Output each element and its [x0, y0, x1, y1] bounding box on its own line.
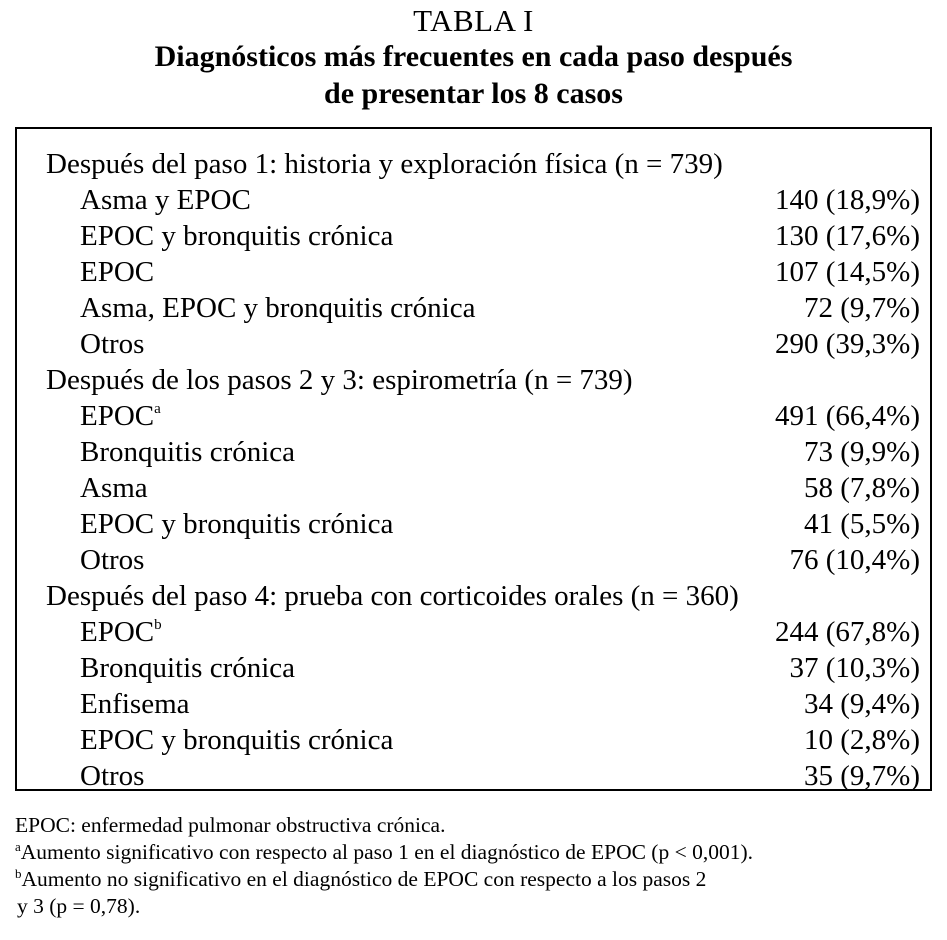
diagnosis-label [80, 254, 154, 290]
table-row [17, 398, 930, 434]
diagnosis-label [80, 758, 144, 794]
table-row [17, 218, 930, 254]
table-label: TABLA I [413, 3, 534, 38]
footnote-b-text-line1: Aumento no significativo en el diagnóstico de EPOC con respecto a los pasos 2 [21, 867, 707, 891]
diagnosis-count: 491 (66,4%) [775, 400, 920, 432]
table-caption-line1: Diagnósticos más frecuentes en cada paso después [154, 40, 793, 73]
footnote-b [15, 866, 940, 893]
diagnosis-label [80, 434, 295, 470]
diagnosis-label-text: EPOC y bronquitis crónica [80, 724, 394, 756]
table-body [17, 146, 930, 794]
diagnosis-label [80, 290, 475, 326]
table-row [17, 614, 930, 650]
diagnosis-label [80, 614, 162, 650]
section-header: Después del paso 4: prueba con corticoides orales (n = 360) [46, 580, 739, 612]
footnote-abbreviation: EPOC: enfermedad pulmonar obstructiva crónica. [15, 813, 446, 837]
diagnosis-count: 35 (9,7%) [804, 760, 920, 792]
table-row [17, 722, 930, 758]
diagnosis-count: 58 (7,8%) [804, 472, 920, 504]
footnotes [15, 812, 940, 920]
diagnosis-label [80, 686, 190, 722]
diagnosis-count: 107 (14,5%) [775, 256, 920, 288]
table-row [17, 434, 930, 470]
diagnosis-count: 10 (2,8%) [804, 724, 920, 756]
diagnosis-count: 140 (18,9%) [775, 184, 920, 216]
diagnosis-label [80, 470, 148, 506]
table-row [17, 506, 930, 542]
diagnosis-label-text: Asma [80, 472, 148, 504]
diagnosis-label [80, 218, 393, 254]
table-row [17, 686, 930, 722]
table-row [17, 182, 930, 218]
diagnosis-label-text: Otros [80, 544, 145, 576]
diagnosis-count: 72 (9,7%) [804, 292, 920, 324]
diagnosis-label-text: EPOC [80, 616, 155, 648]
table-row [17, 290, 930, 326]
diagnosis-count: 76 (10,4%) [789, 544, 920, 576]
footnote-a-mark: a [15, 839, 21, 854]
diagnosis-label-text: Asma, EPOC y bronquitis crónica [80, 292, 476, 324]
table-row [17, 542, 930, 578]
table-row [17, 326, 930, 362]
diagnosis-label [80, 398, 161, 434]
diagnosis-label-text: Enfisema [80, 688, 190, 720]
table-title-block [0, 4, 947, 112]
table-row [17, 470, 930, 506]
diagnosis-label-text: Otros [80, 328, 145, 360]
diagnosis-label [80, 326, 144, 362]
footnote-b-mark: b [15, 866, 22, 881]
diagnosis-label [80, 650, 295, 686]
table-caption-line2: de presentar los 8 casos [324, 77, 623, 110]
footnote-b-continued: y 3 (p = 0,78). [17, 894, 141, 918]
diagnosis-count: 290 (39,3%) [775, 328, 920, 360]
table-row [17, 254, 930, 290]
diagnosis-label [80, 182, 251, 218]
diagnosis-count: 244 (67,8%) [775, 616, 920, 648]
diagnosis-label-text: EPOC [80, 256, 155, 288]
diagnosis-label-text: Otros [80, 760, 145, 792]
diagnosis-count: 130 (17,6%) [775, 220, 920, 252]
diagnosis-label-text: EPOC [80, 400, 155, 432]
diagnosis-label [80, 542, 144, 578]
diagnosis-label-text: Asma y EPOC [80, 184, 251, 216]
section-header: Después del paso 1: historia y exploración física (n = 739) [46, 148, 723, 180]
diagnosis-count: 41 (5,5%) [804, 508, 920, 540]
diagnosis-label-text: Bronquitis crónica [80, 436, 296, 468]
diagnosis-label-text: EPOC y bronquitis crónica [80, 220, 394, 252]
footnote-reference: b [154, 617, 162, 633]
diagnosis-label-text: EPOC y bronquitis crónica [80, 508, 394, 540]
diagnosis-label [80, 722, 393, 758]
diagnosis-count: 73 (9,9%) [804, 436, 920, 468]
table-row [17, 650, 930, 686]
section-header: Después de los pasos 2 y 3: espirometría (n = 739) [46, 364, 633, 396]
diagnosis-label-text: Bronquitis crónica [80, 652, 296, 684]
diagnosis-label [80, 506, 393, 542]
diagnosis-count: 34 (9,4%) [804, 688, 920, 720]
diagnosis-count: 37 (10,3%) [789, 652, 920, 684]
diagnosis-table [15, 127, 932, 791]
footnote-reference: a [154, 401, 161, 417]
footnote-a-text: Aumento significativo con respecto al paso 1 en el diagnóstico de EPOC (p < 0,001). [20, 840, 753, 864]
table-row [17, 758, 930, 794]
footnote-a [15, 839, 940, 866]
